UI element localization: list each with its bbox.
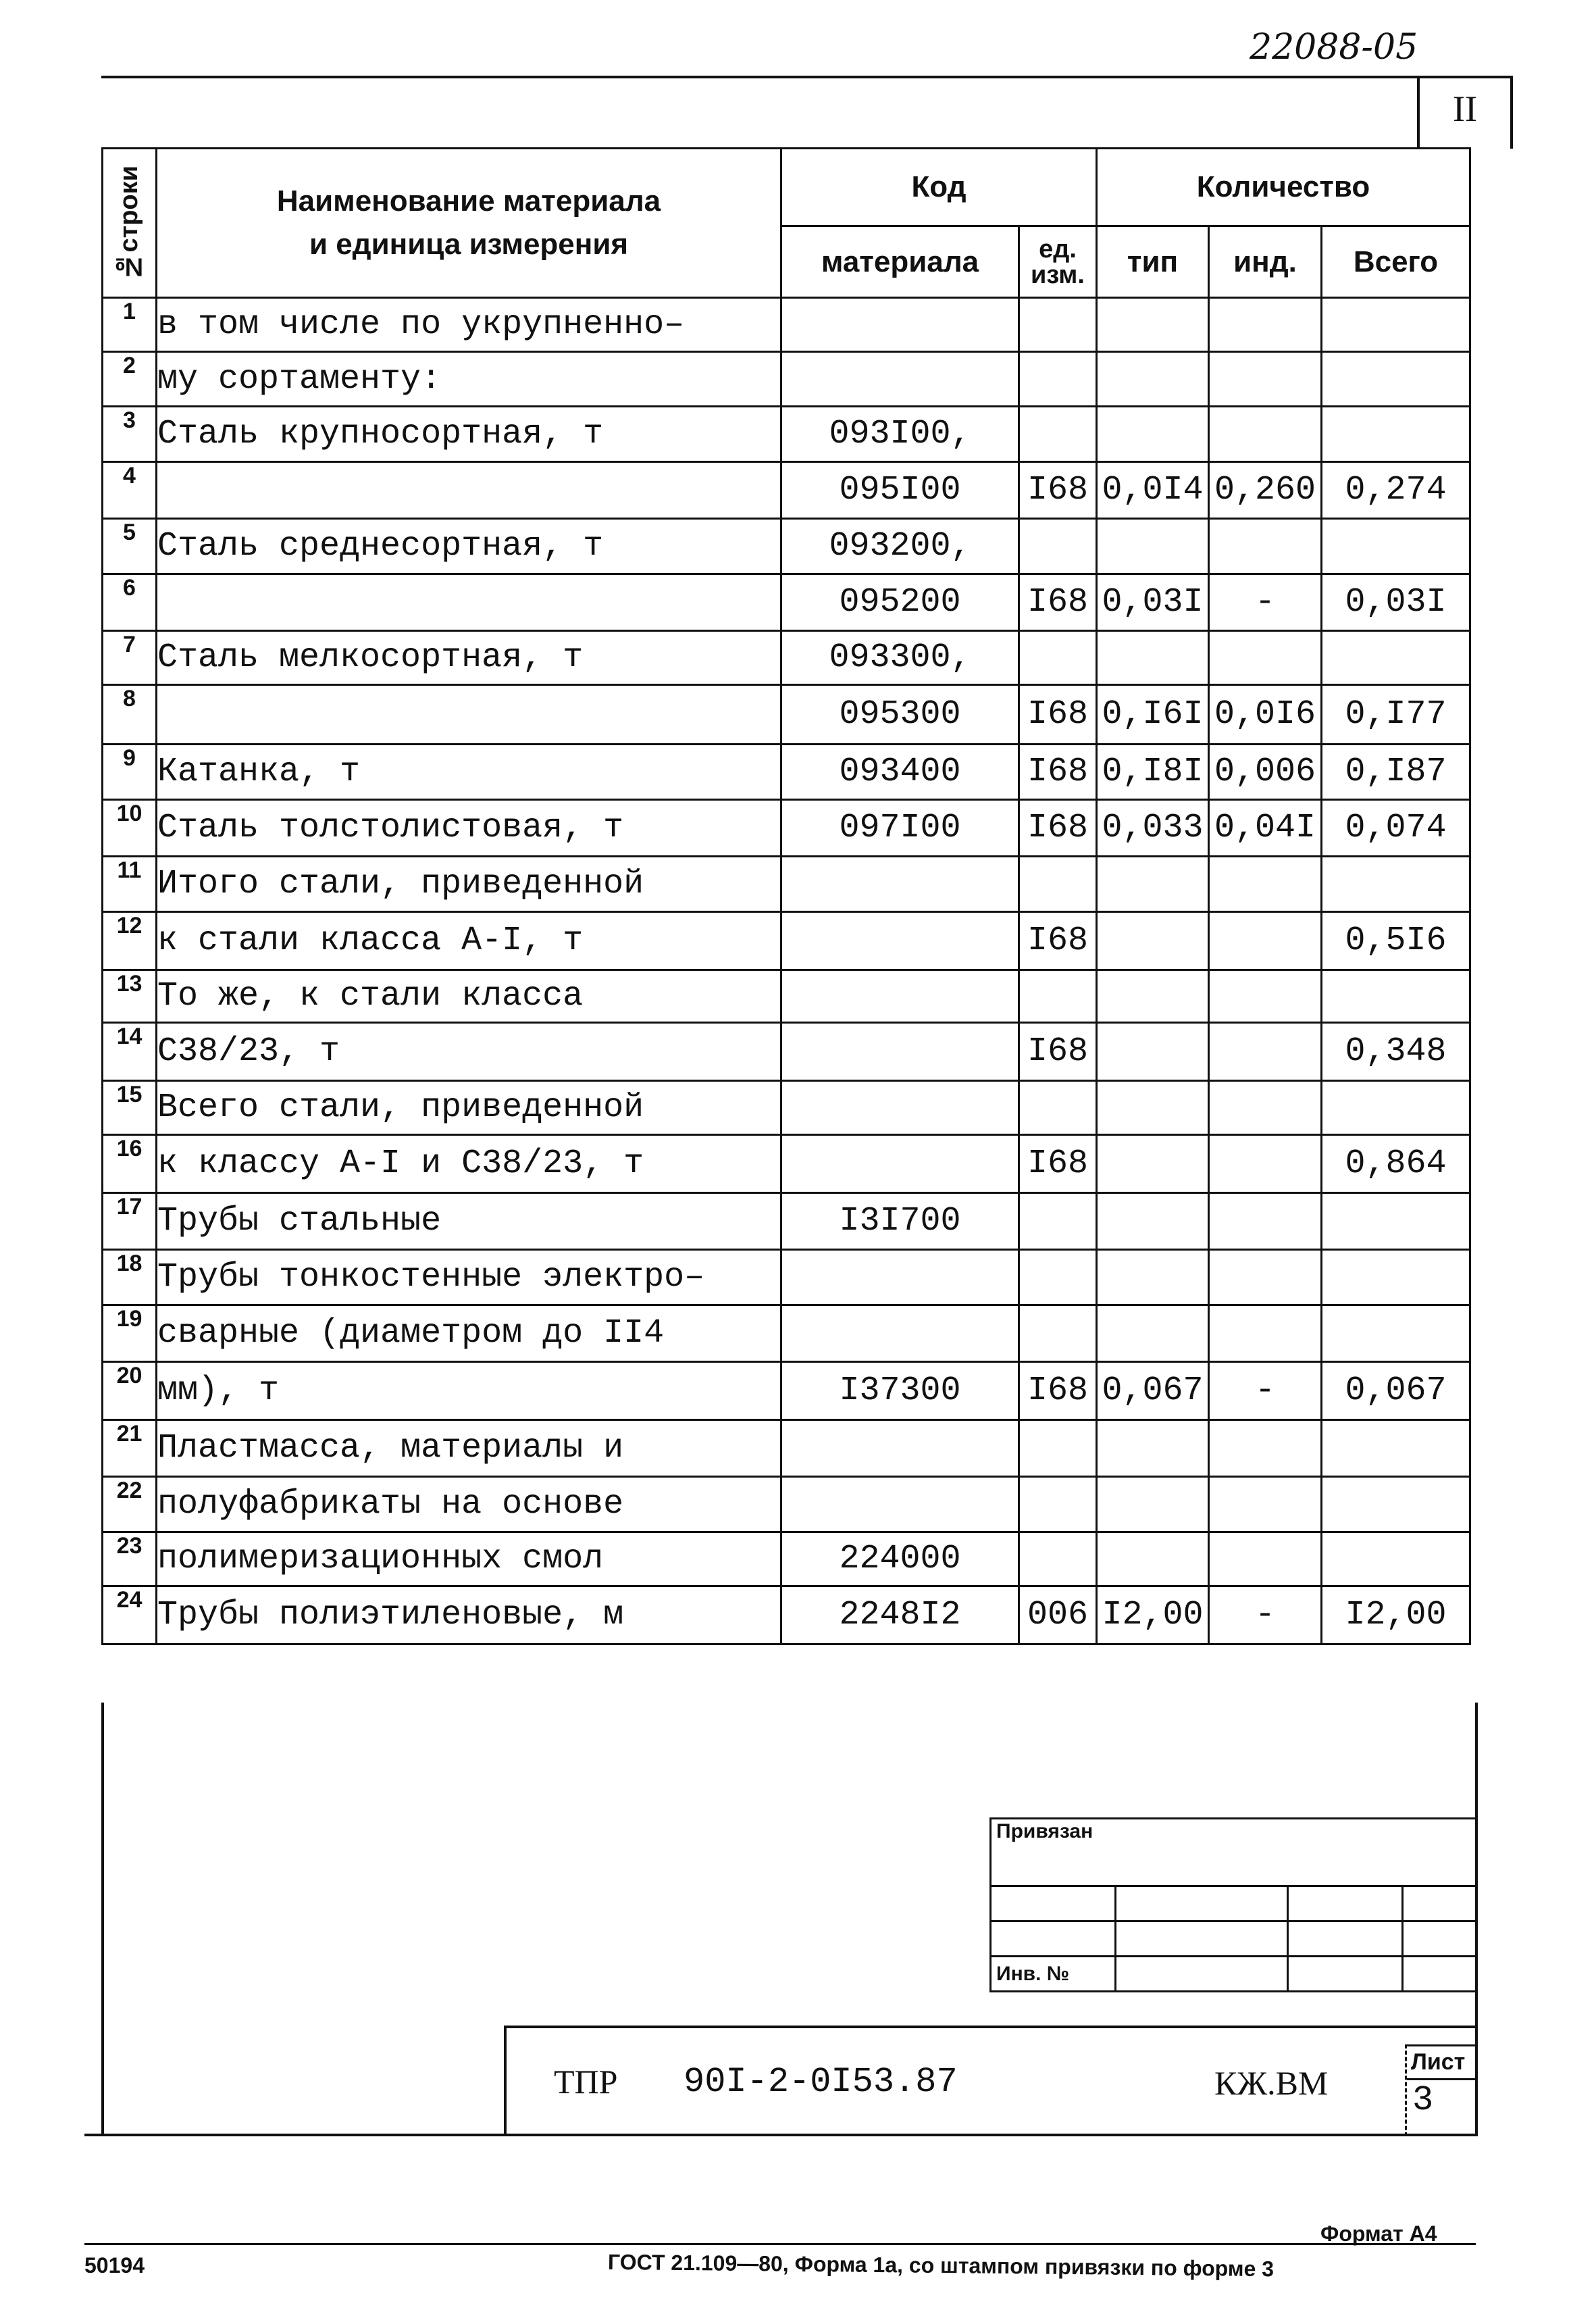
qty-total <box>1322 298 1470 352</box>
material-name <box>157 574 781 631</box>
row-number: 1 <box>103 298 157 352</box>
qty-ind <box>1209 1420 1322 1477</box>
row-number: 16 <box>103 1135 157 1193</box>
qty-type <box>1097 1250 1209 1305</box>
qty-total <box>1322 1305 1470 1362</box>
qty-ind <box>1209 519 1322 574</box>
qty-type <box>1097 857 1209 912</box>
unit-code <box>1019 631 1097 685</box>
row-number: 20 <box>103 1362 157 1420</box>
binding-stamp <box>989 1817 1478 1992</box>
qty-type <box>1097 1305 1209 1362</box>
frame-bottom-line <box>84 2134 1478 2136</box>
sheet-box <box>1405 2044 1478 2136</box>
material-name: му сортаменту: <box>157 352 781 407</box>
header-type: тип <box>1097 226 1209 298</box>
qty-ind <box>1209 352 1322 407</box>
qty-ind <box>1209 1193 1322 1250</box>
material-code <box>781 1250 1019 1305</box>
qty-ind: - <box>1209 1362 1322 1420</box>
title-tpr: ТПР <box>554 2063 618 2101</box>
qty-type <box>1097 1193 1209 1250</box>
row-number: 23 <box>103 1532 157 1586</box>
table-row <box>103 685 1470 745</box>
unit-code <box>1019 1532 1097 1586</box>
row-number: 11 <box>103 857 157 912</box>
material-code <box>781 1081 1019 1135</box>
qty-type: 0,0I4 <box>1097 462 1209 519</box>
title-block <box>504 2026 1475 2134</box>
row-number: 10 <box>103 800 157 857</box>
row-number: 15 <box>103 1081 157 1135</box>
header-code: Код <box>781 149 1097 226</box>
row-number: 18 <box>103 1250 157 1305</box>
sheet-corner-number: II <box>1453 89 1477 129</box>
qty-type <box>1097 631 1209 685</box>
right-border-line <box>1510 76 1513 149</box>
qty-ind <box>1209 912 1322 970</box>
table-row <box>103 631 1470 685</box>
row-number: 2 <box>103 352 157 407</box>
qty-type <box>1097 912 1209 970</box>
unit-code: I68 <box>1019 685 1097 745</box>
qty-total: 0,I87 <box>1322 745 1470 800</box>
qty-ind <box>1209 631 1322 685</box>
qty-ind <box>1209 1250 1322 1305</box>
unit-code <box>1019 1193 1097 1250</box>
material-name: То же, к стали класса <box>157 970 781 1023</box>
qty-ind <box>1209 407 1322 462</box>
material-name: Пластмасса, материалы и <box>157 1420 781 1477</box>
material-code: 095200 <box>781 574 1019 631</box>
table-row <box>103 912 1470 970</box>
unit-code: I68 <box>1019 745 1097 800</box>
material-name: С38/23, т <box>157 1023 781 1081</box>
material-name: Трубы стальные <box>157 1193 781 1250</box>
qty-ind: - <box>1209 1586 1322 1644</box>
qty-ind <box>1209 1081 1322 1135</box>
table-row <box>103 519 1470 574</box>
table-row <box>103 745 1470 800</box>
sheet-label: Лист <box>1407 2046 1478 2080</box>
footer-format: Формат А4 <box>1320 2221 1437 2246</box>
header-name: Наименование материала и единица измерения <box>157 149 781 298</box>
material-name: сварные (диаметром до II4 <box>157 1305 781 1362</box>
qty-ind <box>1209 1532 1322 1586</box>
material-name: Сталь среднесортная, т <box>157 519 781 574</box>
row-number: 13 <box>103 970 157 1023</box>
material-code <box>781 970 1019 1023</box>
unit-code <box>1019 970 1097 1023</box>
material-code <box>781 912 1019 970</box>
qty-type <box>1097 352 1209 407</box>
unit-code <box>1019 1420 1097 1477</box>
title-mark: КЖ.ВМ <box>1214 2064 1329 2102</box>
unit-code: I68 <box>1019 1023 1097 1081</box>
material-name: мм), т <box>157 1362 781 1420</box>
header-material: материала <box>781 226 1019 298</box>
material-name: Трубы полиэтиленовые, м <box>157 1586 781 1644</box>
unit-code <box>1019 1081 1097 1135</box>
qty-total: 0,074 <box>1322 800 1470 857</box>
unit-code <box>1019 857 1097 912</box>
qty-ind <box>1209 1135 1322 1193</box>
unit-code <box>1019 1477 1097 1532</box>
qty-total <box>1322 970 1470 1023</box>
footer-gost: ГОСТ 21.109—80, Форма 1а, со штампом привязки по форме 3 <box>607 2249 1275 2282</box>
title-project-number: 90I-2-0I53.87 <box>684 2062 958 2102</box>
table-row <box>103 970 1470 1023</box>
header-unit: ед. изм. <box>1019 226 1097 298</box>
material-code <box>781 298 1019 352</box>
material-name: в том числе по укрупненно– <box>157 298 781 352</box>
qty-type <box>1097 1023 1209 1081</box>
qty-total <box>1322 1420 1470 1477</box>
material-code <box>781 1023 1019 1081</box>
qty-type <box>1097 519 1209 574</box>
qty-total <box>1322 1193 1470 1250</box>
material-code: 093I00, <box>781 407 1019 462</box>
unit-code <box>1019 407 1097 462</box>
qty-total <box>1322 407 1470 462</box>
material-name: Итого стали, приведенной <box>157 857 781 912</box>
material-code <box>781 352 1019 407</box>
qty-type <box>1097 298 1209 352</box>
material-code: 093300, <box>781 631 1019 685</box>
qty-total: 0,03I <box>1322 574 1470 631</box>
unit-code <box>1019 298 1097 352</box>
top-border-line <box>101 76 1513 78</box>
row-number: 6 <box>103 574 157 631</box>
qty-type: 0,I6I <box>1097 685 1209 745</box>
table-row <box>103 1477 1470 1532</box>
stamp-bound-label: Привязан <box>996 1820 1093 1842</box>
material-code: I37300 <box>781 1362 1019 1420</box>
material-name: к классу А-I и С38/23, т <box>157 1135 781 1193</box>
table-row <box>103 800 1470 857</box>
table-row <box>103 1023 1470 1081</box>
table-row <box>103 1362 1470 1420</box>
material-code: 093400 <box>781 745 1019 800</box>
table-row <box>103 1586 1470 1644</box>
header-total: Всего <box>1322 226 1470 298</box>
table-row <box>103 1135 1470 1193</box>
qty-type: 0,067 <box>1097 1362 1209 1420</box>
row-number: 9 <box>103 745 157 800</box>
row-number: 3 <box>103 407 157 462</box>
qty-type <box>1097 1477 1209 1532</box>
sheet-number: 3 <box>1412 2080 1434 2120</box>
row-number: 22 <box>103 1477 157 1532</box>
material-name: полуфабрикаты на основе <box>157 1477 781 1532</box>
qty-total: 0,274 <box>1322 462 1470 519</box>
qty-type <box>1097 1532 1209 1586</box>
table-row <box>103 1193 1470 1250</box>
material-code <box>781 1135 1019 1193</box>
table-row <box>103 574 1470 631</box>
material-name <box>157 462 781 519</box>
qty-ind: 0,260 <box>1209 462 1322 519</box>
qty-total: 0,5I6 <box>1322 912 1470 970</box>
table-row <box>103 407 1470 462</box>
table-row <box>103 1081 1470 1135</box>
row-number: 19 <box>103 1305 157 1362</box>
qty-ind <box>1209 857 1322 912</box>
unit-code <box>1019 1250 1097 1305</box>
qty-type: 0,033 <box>1097 800 1209 857</box>
material-code: 093200, <box>781 519 1019 574</box>
qty-type <box>1097 1420 1209 1477</box>
material-name: Катанка, т <box>157 745 781 800</box>
qty-type <box>1097 1081 1209 1135</box>
material-code <box>781 1305 1019 1362</box>
material-code: 2248I2 <box>781 1586 1019 1644</box>
qty-ind: 0,04I <box>1209 800 1322 857</box>
table-row <box>103 1420 1470 1477</box>
unit-code: I68 <box>1019 574 1097 631</box>
unit-code: I68 <box>1019 462 1097 519</box>
material-code <box>781 857 1019 912</box>
unit-code <box>1019 352 1097 407</box>
stamp-inv-label: Инв. № <box>996 1962 1070 1985</box>
qty-total <box>1322 857 1470 912</box>
qty-type: I2,00 <box>1097 1586 1209 1644</box>
row-number: 4 <box>103 462 157 519</box>
document-number: 22088-05 <box>1250 27 1418 68</box>
qty-ind: 0,006 <box>1209 745 1322 800</box>
table-row <box>103 298 1470 352</box>
material-code: 095I00 <box>781 462 1019 519</box>
row-number: 24 <box>103 1586 157 1644</box>
qty-type <box>1097 1135 1209 1193</box>
qty-total: 0,864 <box>1322 1135 1470 1193</box>
table-row <box>103 1532 1470 1586</box>
qty-ind <box>1209 298 1322 352</box>
qty-total <box>1322 1532 1470 1586</box>
table-row <box>103 857 1470 912</box>
table-row <box>103 352 1470 407</box>
footer-left-code: 50194 <box>84 2253 145 2278</box>
material-code: 097I00 <box>781 800 1019 857</box>
qty-ind <box>1209 1477 1322 1532</box>
qty-total: 0,067 <box>1322 1362 1470 1420</box>
material-name: Всего стали, приведенной <box>157 1081 781 1135</box>
qty-ind: - <box>1209 574 1322 631</box>
qty-ind <box>1209 1023 1322 1081</box>
qty-type: 0,I8I <box>1097 745 1209 800</box>
material-code: 095300 <box>781 685 1019 745</box>
unit-code <box>1019 519 1097 574</box>
qty-total <box>1322 1081 1470 1135</box>
qty-total: I2,00 <box>1322 1586 1470 1644</box>
table-row <box>103 462 1470 519</box>
material-name <box>157 685 781 745</box>
qty-type <box>1097 970 1209 1023</box>
material-code <box>781 1477 1019 1532</box>
unit-code: I68 <box>1019 1362 1097 1420</box>
qty-total: 0,I77 <box>1322 685 1470 745</box>
qty-type: 0,03I <box>1097 574 1209 631</box>
qty-ind <box>1209 970 1322 1023</box>
qty-total <box>1322 631 1470 685</box>
row-number: 5 <box>103 519 157 574</box>
qty-ind: 0,0I6 <box>1209 685 1322 745</box>
row-number: 17 <box>103 1193 157 1250</box>
material-name: Трубы тонкостенные электро– <box>157 1250 781 1305</box>
row-number: 12 <box>103 912 157 970</box>
material-name: Сталь толстолистовая, т <box>157 800 781 857</box>
materials-table <box>101 147 1471 1645</box>
material-code: I3I700 <box>781 1193 1019 1250</box>
row-number: 7 <box>103 631 157 685</box>
qty-type <box>1097 407 1209 462</box>
unit-code: I68 <box>1019 912 1097 970</box>
qty-total <box>1322 1477 1470 1532</box>
unit-code: I68 <box>1019 800 1097 857</box>
row-number: 8 <box>103 685 157 745</box>
footer-line <box>84 2243 1476 2245</box>
unit-code <box>1019 1305 1097 1362</box>
unit-code: I68 <box>1019 1135 1097 1193</box>
qty-ind <box>1209 1305 1322 1362</box>
header-ind: инд. <box>1209 226 1322 298</box>
qty-total <box>1322 1250 1470 1305</box>
row-number: 21 <box>103 1420 157 1477</box>
material-code: 224000 <box>781 1532 1019 1586</box>
row-number: 14 <box>103 1023 157 1081</box>
material-name: к стали класса А-I, т <box>157 912 781 970</box>
header-row-no: №строки <box>103 149 157 298</box>
material-name: полимеризационных смол <box>157 1532 781 1586</box>
table-row <box>103 1305 1470 1362</box>
qty-total <box>1322 519 1470 574</box>
frame-left-line <box>101 1703 104 2135</box>
material-name: Сталь крупносортная, т <box>157 407 781 462</box>
qty-total: 0,348 <box>1322 1023 1470 1081</box>
material-name: Сталь мелкосортная, т <box>157 631 781 685</box>
qty-total <box>1322 352 1470 407</box>
material-code <box>781 1420 1019 1477</box>
unit-code: 006 <box>1019 1586 1097 1644</box>
header-quantity: Количество <box>1097 149 1470 226</box>
table-row <box>103 1250 1470 1305</box>
